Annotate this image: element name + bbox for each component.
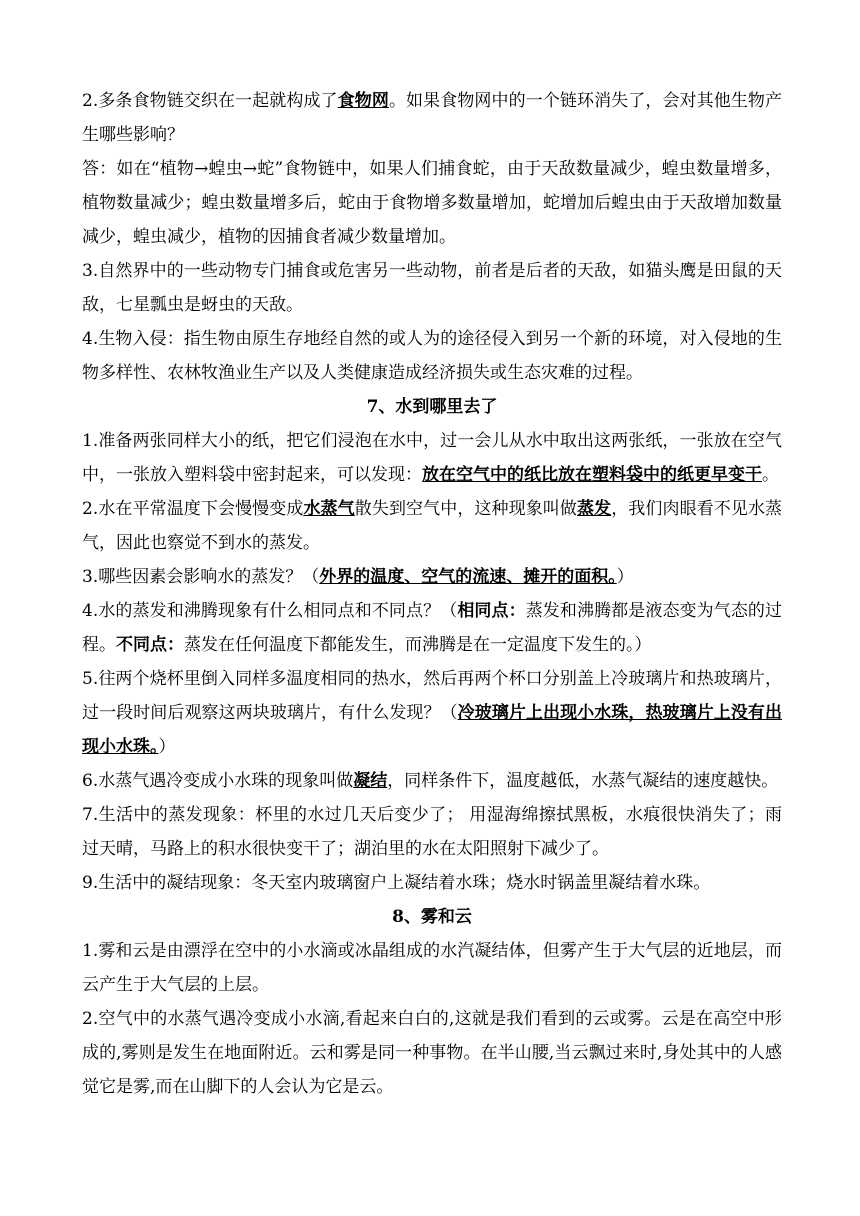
key-term-water-vapor: 水蒸气 (303, 499, 355, 519)
label-similarity: 相同点： (457, 601, 526, 621)
section-title-water: 7、水到哪里去了 (366, 397, 498, 417)
key-term-condensation: 凝结 (353, 771, 388, 791)
key-answer-glass: 冷玻璃片上出现小水珠，热玻璃片上没有出现小水珠。 (82, 703, 783, 757)
key-term-evaporation: 蒸发 (576, 499, 612, 519)
paragraph-glass-experiment (82, 662, 782, 764)
key-answer-factors: 外界的温度、空气的流速、摊开的面积。 (319, 567, 617, 587)
text: ） (158, 737, 176, 757)
paragraph-answer: 答：如在“植物→蝗虫→蛇”食物链中，如果人们捕食蛇，由于天敌数量减少，蝗虫数量增多，植物数量减少；蝗虫数量增多后，蛇由于食物增多数量增加，蛇增加后蝗虫由于天敌增加数量减少，蝗虫减少，植物的因捕食者减少数量增加。 (82, 159, 782, 247)
text: 。如果食物网中的一个链环消失了，会对其他生物产生哪些影响？ (82, 91, 783, 145)
paragraph-natural-enemy: 3.自然界中的一些动物专门捕食或危害另一些动物，前者是后者的天敌，如猫头鹰是田鼠的天敌，七星瓢虫是蚜虫的天敌。 (82, 261, 782, 315)
text: 5.往两个烧杯里倒入同样多温度相同的热水，然后再两个杯口分别盖上冷玻璃片和热玻璃片，过一段时间后观察这两块玻璃片，有什么发现？（ (82, 669, 782, 723)
label-difference: 不同点： (116, 635, 184, 655)
text: ，我们肉眼看不见水蒸气，因此也察觉不到水的蒸发。 (82, 499, 783, 553)
text: 2.多条食物链交织在一起就构成了 (82, 91, 338, 111)
text: 6.水蒸气遇冷变成小水珠的现象叫做 (82, 771, 354, 791)
text: ，同样条件下，温度越低，水蒸气凝结的速度越快。 (387, 771, 779, 791)
document-page (82, 84, 782, 1104)
paragraph-condensation-examples: 9.生活中的凝结现象：冬天室内玻璃窗户上凝结着水珠；烧水时锅盖里凝结着水珠。 (82, 873, 711, 893)
key-answer-paper: 放在空气中的纸比放在塑料袋中的纸更早变干 (422, 465, 762, 485)
paragraph-food-web (82, 84, 782, 152)
section-title-fog-cloud: 8、雾和云 (392, 907, 472, 927)
text: 。 (762, 465, 779, 485)
paragraph-evaporation-examples: 7.生活中的蒸发现象：杯里的水过几天后变少了； 用湿海绵擦拭黑板，水痕很快消失了；雨过天晴，马路上的积水很快变干了；湖泊里的水在太阳照射下减少了。 (82, 805, 782, 859)
paragraph-evaporation (82, 492, 782, 560)
text: 4.水的蒸发和沸腾现象有什么相同点和不同点？（ (82, 601, 458, 621)
text: 2.水在平常温度下会慢慢变成 (82, 499, 304, 519)
paragraph-evaporation-factors (82, 560, 782, 594)
text: 散失到空气中，这种现象叫做 (354, 499, 577, 519)
key-term-food-web: 食物网 (337, 91, 389, 111)
paragraph-paper-experiment (82, 424, 782, 492)
paragraph-fog-cloud-definition: 1.雾和云是由漂浮在空中的小水滴或冰晶组成的水汽凝结体，但雾产生于大气层的近地层，而云产生于大气层的上层。 (82, 941, 782, 995)
text: 蒸发在任何温度下都能发生，而沸腾是在一定温度下发生的。） (184, 635, 652, 655)
text: 1.准备两张同样大小的纸，把它们浸泡在水中，过一会儿从水中取出这两张纸，一张放在空气中，一张放入塑料袋中密封起来，可以发现： (82, 431, 782, 485)
text: 3.哪些因素会影响水的蒸发？（ (82, 567, 320, 587)
paragraph-condensation (82, 764, 782, 798)
paragraph-evaporation-boiling (82, 594, 782, 662)
paragraph-bio-invasion: 4.生物入侵：指生物由原生存地经自然的或人为的途径侵入到另一个新的环境，对入侵地的生物多样性、农林牧渔业生产以及人类健康造成经济损失或生态灾难的过程。 (82, 329, 782, 383)
paragraph-fog-cloud-formation: 2.空气中的水蒸气遇冷变成小水滴,看起来白白的,这就是我们看到的云或雾。云是在高空中形成的,雾则是发生在地面附近。云和雾是同一种事物。在半山腰,当云飘过来时,身处其中的人感觉它是雾,而在山脚下的人会认为它是云。 (82, 1009, 782, 1097)
text: ） (616, 567, 634, 587)
text: 蒸发和沸腾都是液态变为气态的过程。 (82, 601, 783, 655)
